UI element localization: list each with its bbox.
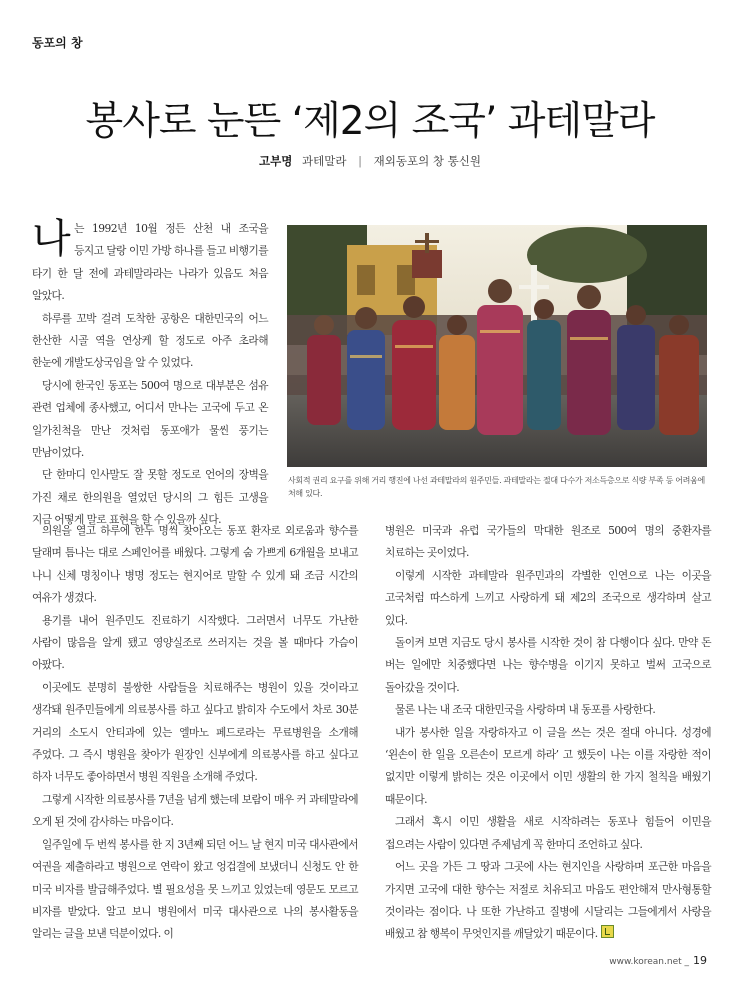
- paragraph: 내가 봉사한 일을 자랑하자고 이 글을 쓰는 것은 절대 아니다. 성경에 ‘왼손이 한 일을 오른손이 모르게 하라’ 고 했듯이 나는 이를 자랑한 적이 없지만 이렇게 밝히는 것은 이곳에서 이민 생활의 한 가지 철칙을 배웠기 때문이다.: [385, 725, 711, 806]
- dropcap: 나: [32, 216, 71, 262]
- paragraph: 그래서 혹시 이민 생활을 새로 시작하려는 동포나 힘들어 이민을 접으려는 사람이 있다면 주제넘게 꼭 한마디 조언하고 싶다.: [385, 815, 711, 851]
- article-column-left: [32, 520, 358, 946]
- byline-author: 고부명: [259, 154, 293, 168]
- last-paragraph-text: 어느 곳을 가든 그 땅과 그곳에 사는 현지인을 사랑하며 포근한 마음을 가지면 고국에 대한 향수는 저절로 치유되고 마음도 편안해져 만사형통할 것이라는 점이다. 나 또한 가난하고 질병에 시달리는 그들에게서 사랑을 배웠고 참 행복이 무엇인지를 깨달았기 때문이다.: [385, 860, 711, 941]
- paragraph: 의원을 열고 하루에 한두 명씩 찾아오는 동포 환자로 외로움과 향수를 달래며 틈나는 대로 스페인어를 배웠다. 그렇게 숨 가쁘게 6개월을 보내고 나니 신체 명칭이나 병명 정도는 현지어로 말할 수 있게 돼 조금 시간의 여유가 생겼다.: [32, 524, 358, 605]
- byline-role: 재외동포의 창 통신원: [373, 154, 481, 168]
- byline-location: 과테말라: [302, 154, 347, 168]
- paragraph: 단 한마디 인사말도 잘 못할 정도로 언어의 장벽을 가진 채로 한의원을 열었던 당시의 그 힘든 고생을 지금 어떻게 말로 표현을 할 수 있을까 싶다.: [32, 468, 268, 527]
- page-title: 봉사로 눈뜬 ‘제2의 조국’ 과테말라: [85, 99, 655, 144]
- paragraph: 이곳에도 분명히 불쌍한 사람들을 치료해주는 병원이 있을 것이라고 생각돼 원주민들에게 의료봉사를 하고 싶다고 밝히자 수도에서 차로 30분 거리의 소도시 안티과에 있는 엘마노 페드로라는 무료병원을 소개해 주었다. 그 즉시 병원을 찾아가 원장인 신부에게 의료봉사를 하고 싶다고 하자 너무도 좋아하면서 병원 직원을 소개해 주었다.: [32, 680, 358, 784]
- photo-caption: 사회적 권리 요구를 위해 거리 행진에 나선 과테말라의 원주민들. 과테말라는 절대 다수가 저소득층으로 식량 부족 등 어려움에 처해 있다.: [288, 476, 705, 498]
- paragraph: 돌이켜 보면 지금도 당시 봉사를 시작한 것이 참 다행이다 싶다. 만약 돈 버는 일에만 치중했다면 나는 향수병을 이기지 못하고 벌써 고국으로 돌아갔을 것이다.: [385, 636, 711, 694]
- paragraph-last: [385, 856, 711, 946]
- paragraph: 이렇게 시작한 과테말라 원주민과의 각별한 인연으로 나는 이곳을 고국처럼 따스하게 느끼고 사랑하게 돼 제2의 조국으로 생각하며 살고 있다.: [385, 568, 711, 627]
- protest-march-photo: [287, 225, 707, 467]
- intro-paragraph: [32, 218, 268, 308]
- paragraph: 병원은 미국과 유럽 국가들의 막대한 원조로 500여 명의 중환자를 치료하는 곳이었다.: [385, 524, 711, 560]
- end-mark-icon: [601, 925, 614, 938]
- intro-text: 는 1992년 10월 정든 산천 내 조국을 등지고 달랑 이민 가방 하나를 들고 비행기를 타기 한 달 전에 과테말라라는 나라가 있음도 처음 알았다.: [32, 222, 268, 303]
- byline-separator: |: [358, 154, 362, 168]
- paragraph: 물론 나는 내 조국 대한민국을 사랑하며 내 동포를 사랑한다.: [395, 703, 656, 717]
- paragraph: 당시에 한국인 동포는 500여 명으로 대부분은 섬유 관련 업체에 종사했고, 어디서 만나는 고국에 두고 온 일가친척을 만난 것처럼 동포애가 물씬 풍기는 만남이었다.: [32, 378, 268, 460]
- page-number: 19: [693, 954, 707, 967]
- paragraph: 하루를 꼬박 걸려 도착한 공항은 대한민국의 어느 한산한 시골 역을 연상케 할 정도로 아주 초라해 한눈에 개발도상국임을 알 수 있었다.: [32, 311, 268, 370]
- footer-site: www.korean.net _: [609, 957, 689, 967]
- byline: [0, 153, 740, 169]
- paragraph: 용기를 내어 원주민도 진료하기 시작했다. 그러면서 너무도 가난한 사람이 많음을 알게 됐고 영양실조로 쓰러지는 것을 볼 때마다 가슴이 아팠다.: [32, 613, 358, 672]
- paragraph: 일주일에 두 번씩 봉사를 한 지 3년째 되던 어느 날 현지 미국 대사관에서 여권을 제출하라고 병원으로 연락이 왔고 엉겁결에 보냈더니 신청도 안 한 미국 비자를 발급해주었다. 별 필요성을 못 느끼고 있었는데 영문도 모르고 비자를 받았다. 알고 보니 병원에서 미국 대사관으로 나의 봉사활동을 알리는 글을 보낸 덕분이었다. 이: [32, 837, 358, 941]
- section-label: 동포의 창: [32, 36, 83, 50]
- article-column-top-left: [32, 218, 268, 532]
- article-column-right: [385, 520, 711, 946]
- paragraph: 그렇게 시작한 의료봉사를 7년을 넘게 했는데 보람이 매우 커 과테말라에 오게 된 것에 감사하는 마음이다.: [32, 792, 358, 829]
- page-footer: [609, 954, 707, 967]
